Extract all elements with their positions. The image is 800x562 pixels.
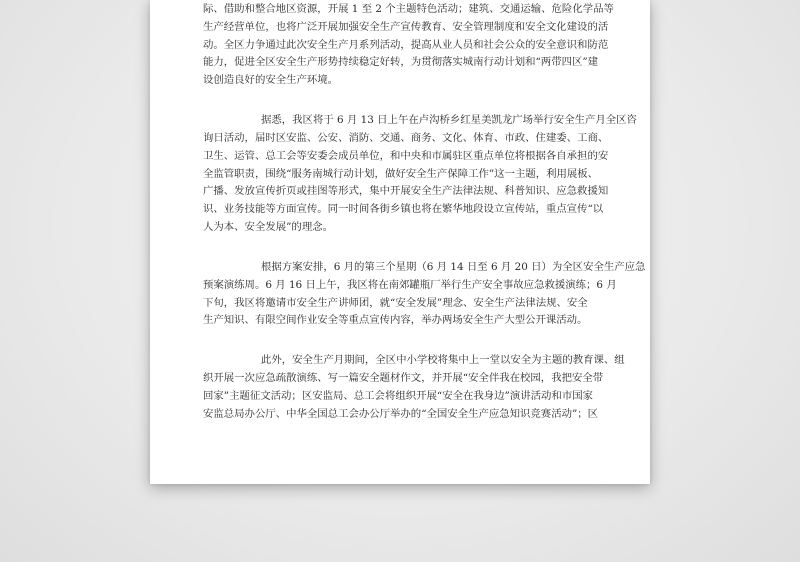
text-line: 生产经营单位，也将广泛开展加强安全生产宣传教育、安全管理制度和安全文化建设的活 — [203, 20, 609, 33]
text-line: 下旬，我区将邀请市安全生产讲师团，就“安全发展”理念、安全生产法律法规、安全 — [203, 296, 588, 309]
text-line: 人为本、安全发展”的理念。 — [203, 220, 333, 233]
text-line: 此外，安全生产月期间，全区中小学校将集中上一堂以安全为主题的教育课、组 — [261, 354, 625, 367]
text-line: 设创造良好的安全生产环境。 — [203, 74, 339, 87]
text-line: 织开展一次应急疏散演练、写一篇安全题材作文，并开展“安全伴我在校园，我把安全带 — [203, 372, 604, 385]
document-body — [203, 1, 646, 446]
text-line: 识、业务技能等方面宣传。同一时间各街乡镇也将在繁华地段设立宣传站，重点宣传“以 — [203, 203, 604, 216]
text-line: 据悉，我区将于 6 月 13 日上午在卢沟桥乡红星美凯龙广场举行安全生产月全区咨 — [261, 114, 637, 127]
text-line: 卫生、运管、总工会等安委会成员单位，和中央和市属驻区重点单位将根据各自承担的安 — [203, 149, 609, 162]
text-line: 能力，促进全区安全生产形势持续稳定好转，为贯彻落实城南行动计划和“两带四区”建 — [203, 56, 599, 69]
text-line: 回家”主题征文活动；区安监局、总工会将组织开展“安全在我身边”演讲活动和市国家 — [203, 389, 593, 402]
text-line: 动。全区力争通过此次安全生产月系列活动，提高从业人员和社会公众的安全意识和防范 — [203, 38, 609, 51]
text-line: 广播、发放宣传折页或挂图等形式，集中开展安全生产法律法规、科普知识、应急救援知 — [203, 185, 609, 198]
paragraph — [203, 352, 625, 423]
text-line: 预案演练周。6 月 16 日上午，我区将在南郊罐瓶厂举行生产安全事故应急救援演练；6 月 — [203, 278, 617, 291]
text-line: 际、借助和整合地区资源，开展 1 至 2 个主题特色活动；建筑、交通运输、危险化学品等 — [203, 3, 614, 15]
text-line: 根据方案安排，6 月的第三个星期（6 月 14 日至 6 月 20 日）为全区安全生产应急 — [261, 260, 646, 273]
text-line: 全监管职责，围绕“服务南城行动计划，做好安全生产保障工作”这一主题，利用展板、 — [203, 167, 599, 180]
paragraph — [203, 259, 646, 330]
paragraph — [203, 1, 614, 90]
text-line: 生产知识、有限空间作业安全等重点宣传内容，举办两场安全生产大型公开课活动。 — [203, 314, 588, 327]
document-page — [150, 0, 650, 484]
text-line: 安监总局办公厅、中华全国总工会办公厅举办的“全国安全生产应急知识竞赛活动”；区 — [203, 407, 599, 420]
text-line: 询日活动，届时区安监、公安、消防、交通、商务、文化、体育、市政、住建委、工商、 — [203, 131, 609, 144]
paragraph — [203, 112, 637, 237]
